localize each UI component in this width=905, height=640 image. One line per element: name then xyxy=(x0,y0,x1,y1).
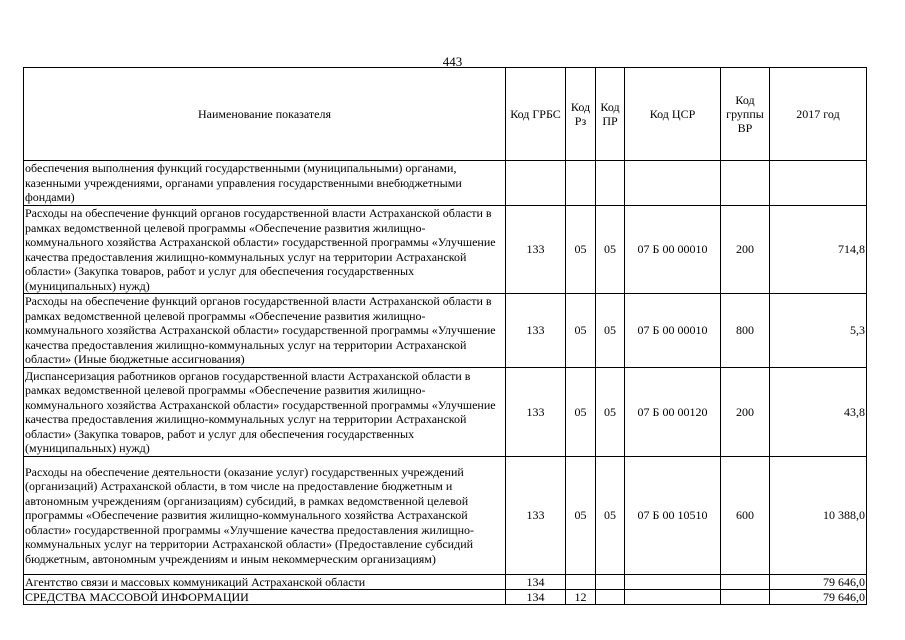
row-grbs: 133 xyxy=(506,294,566,368)
row-csr xyxy=(625,575,721,590)
row-vr: 200 xyxy=(721,206,770,294)
row-amount: 5,3 xyxy=(770,294,867,368)
row-grbs: 133 xyxy=(506,206,566,294)
header-rz-line1: Код xyxy=(570,100,591,114)
header-pr-line2: ПР xyxy=(602,114,618,128)
header-vr-line1: Код xyxy=(735,93,755,107)
row-csr: 07 Б 00 00010 xyxy=(625,206,721,294)
row-pr xyxy=(596,590,625,605)
table-row xyxy=(24,590,867,605)
header-rz-line2: Рз xyxy=(574,114,587,128)
row-rz: 05 xyxy=(566,294,596,368)
row-pr xyxy=(596,575,625,590)
row-name: Диспансеризация работников органов государственной власти Астраханской области в рамках ведомственной целевой программы «Обеспечение развития жилищно-коммунального хозяйства Астраханской области» государственной программы «Улучшение качества предоставления жилищно-коммунальных услуг на территории Астраханской области» (Закупка товаров, работ и услуг для обеспечения государственных (муниципальных) нужд) xyxy=(24,368,506,457)
row-grbs: 134 xyxy=(506,575,566,590)
row-name: СРЕДСТВА МАССОВОЙ ИНФОРМАЦИИ xyxy=(24,590,506,605)
header-grbs: Код ГРБС xyxy=(506,68,566,161)
row-pr: 05 xyxy=(596,368,625,457)
header-name: Наименование показателя xyxy=(24,68,506,161)
row-name: Расходы на обеспечение деятельности (оказание услуг) государственных учреждений (организаций) Астраханской области, в том числе на предоставление бюджетным и автономным учреждениям (организациям) субсидий, в рамках ведомственной целевой программы «Обеспечение развития жилищно-коммунального хозяйства Астраханской области» государственной программы «Улучшение качества предоставления жилищно-коммунальных услуг на территории Астраханской области» (Предоставление субсидий бюджетным, автономным учреждениям и иным некоммерческим организациям) xyxy=(24,457,506,575)
row-rz xyxy=(566,161,596,206)
row-grbs: 134 xyxy=(506,590,566,605)
row-pr: 05 xyxy=(596,206,625,294)
header-vr-line2: группы xyxy=(726,107,764,121)
row-rz: 12 xyxy=(566,590,596,605)
row-amount: 79 646,0 xyxy=(770,575,867,590)
row-csr xyxy=(625,590,721,605)
table-row xyxy=(24,575,867,590)
row-vr xyxy=(721,161,770,206)
budget-table xyxy=(23,67,867,605)
row-grbs: 133 xyxy=(506,457,566,575)
row-amount: 79 646,0 xyxy=(770,590,867,605)
row-amount: 10 388,0 xyxy=(770,457,867,575)
row-grbs: 133 xyxy=(506,368,566,457)
header-vr-line3: ВР xyxy=(737,121,753,135)
table-row xyxy=(24,368,867,457)
header-csr: Код ЦСР xyxy=(625,68,721,161)
row-rz: 05 xyxy=(566,457,596,575)
row-vr: 600 xyxy=(721,457,770,575)
table-row xyxy=(24,161,867,206)
row-vr: 800 xyxy=(721,294,770,368)
row-csr: 07 Б 00 00120 xyxy=(625,368,721,457)
row-name: обеспечения выполнения функций государственными (муниципальными) органами, казенными учреждениями, органами управления государственными внебюджетными фондами) xyxy=(24,161,506,206)
row-csr: 07 Б 00 10510 xyxy=(625,457,721,575)
row-vr: 200 xyxy=(721,368,770,457)
header-pr xyxy=(596,68,625,161)
row-pr xyxy=(596,161,625,206)
table-row xyxy=(24,294,867,368)
row-vr xyxy=(721,590,770,605)
row-amount: 714,8 xyxy=(770,206,867,294)
header-year: 2017 год xyxy=(770,68,867,161)
row-name: Расходы на обеспечение функций органов государственной власти Астраханской области в рамках ведомственной целевой программы «Обеспечение развития жилищно-коммунального хозяйства Астраханской области» государственной программы «Улучшение качества предоставления жилищно-коммунальных услуг на территории Астраханской области» (Закупка товаров, работ и услуг для обеспечения государственных (муниципальных) нужд) xyxy=(24,206,506,294)
page-number: 443 xyxy=(442,54,463,69)
header-vr xyxy=(721,68,770,161)
row-rz xyxy=(566,575,596,590)
table-row xyxy=(24,206,867,294)
header-row xyxy=(24,68,867,161)
row-rz: 05 xyxy=(566,368,596,457)
row-name: Расходы на обеспечение функций органов государственной власти Астраханской области в рамках ведомственной целевой программы «Обеспечение развития жилищно-коммунального хозяйства Астраханской области» государственной программы «Улучшение качества предоставления жилищно-коммунальных услуг на территории Астраханской области» (Иные бюджетные ассигнования) xyxy=(24,294,506,368)
header-rz xyxy=(566,68,596,161)
row-amount xyxy=(770,161,867,206)
table-row xyxy=(24,457,867,575)
row-grbs xyxy=(506,161,566,206)
row-pr: 05 xyxy=(596,457,625,575)
row-name: Агентство связи и массовых коммуникаций Астраханской области xyxy=(24,575,506,590)
row-amount: 43,8 xyxy=(770,368,867,457)
header-pr-line1: Код xyxy=(600,100,620,114)
row-rz: 05 xyxy=(566,206,596,294)
row-csr: 07 Б 00 00010 xyxy=(625,294,721,368)
row-csr xyxy=(625,161,721,206)
row-vr xyxy=(721,575,770,590)
row-pr: 05 xyxy=(596,294,625,368)
